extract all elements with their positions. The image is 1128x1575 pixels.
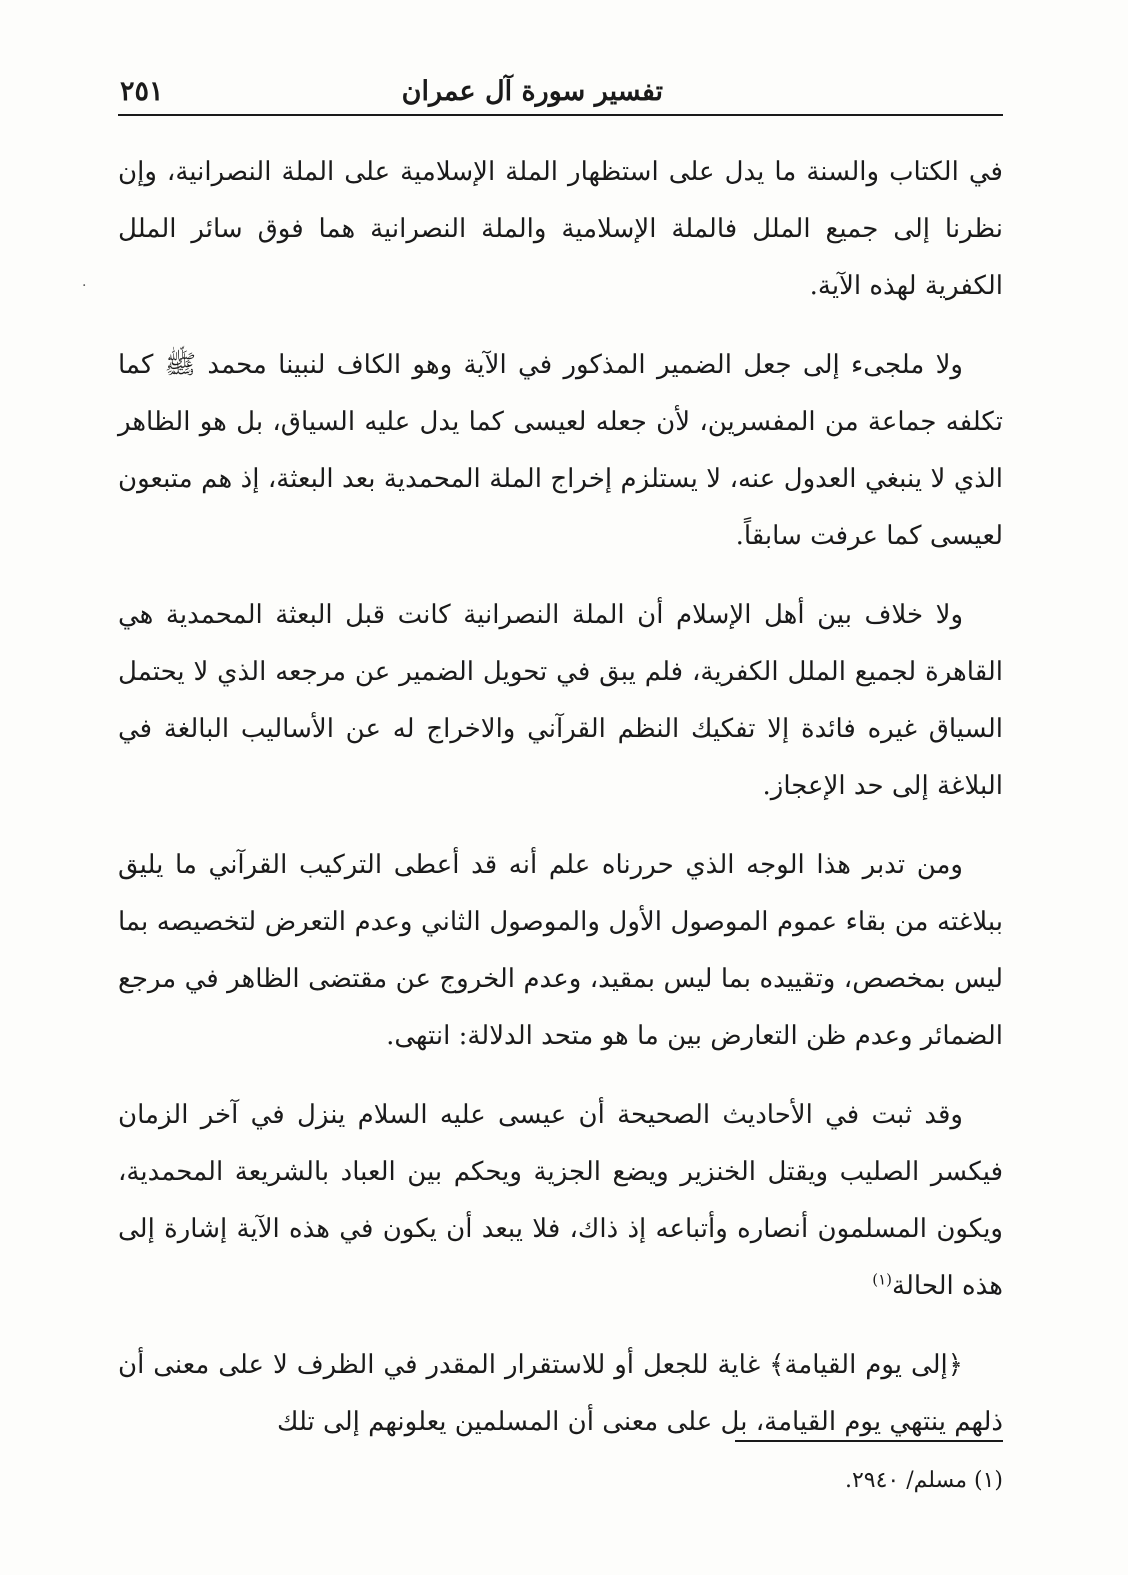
paragraph-3: ولا خلاف بين أهل الإسلام أن الملة النصرانية كانت قبل البعثة المحمدية هي القاهرة لجميع الملل الكفرية، فلم يبق في تحويل الضمير عن مرجعه الذي لا يحتمل السياق غيره فائدة إلا تفكيك النظم القرآني والاخراج له عن الأساليب البالغة في البلاغة إلى حد الإعجاز.	[118, 600, 1003, 801]
footnote-reference[interactable]: (١)	[872, 1270, 893, 1289]
quran-phrase: ﴿إلى يوم القيامة﴾	[769, 1350, 964, 1380]
paragraph-4: ومن تدبر هذا الوجه الذي حررناه علم أنه قد أعطى التركيب القرآني ما يليق ببلاغته من بقاء عموم الموصول الأول والموصول الثاني وعدم التعرض لتخصيصه بما ليس بمخصص، وتقييده بما ليس بمقيد، وعدم الخروج عن مقتضى الظاهر في مرجع الضمائر وعدم ظن التعارض بين ما هو متحد الدلالة: انتهى.	[118, 850, 1003, 1051]
paragraph-5-text: وقد ثبت في الأحاديث الصحيحة أن عيسى عليه السلام ينزل في آخر الزمان فيكسر الصليب ويقتل الخنزير ويضع الجزية ويحكم بين العباد بالشريعة المحمدية، ويكون المسلمون أنصاره وأتباعه إذ ذاك، فلا يبعد أن يكون في هذه الآية إشارة إلى هذه الحالة	[118, 1100, 1003, 1301]
paragraph-6	[118, 1337, 1003, 1451]
paragraph-5	[118, 1087, 1003, 1315]
running-header	[118, 62, 1003, 116]
footnote: (١) مسلم/ ٢٩٤٠.	[844, 1468, 1003, 1493]
body-text	[118, 144, 1003, 1451]
paragraph-1: في الكتاب والسنة ما يدل على استظهار الملة الإسلامية على الملة النصرانية، وإن نظرنا إلى جميع الملل فالملة الإسلامية والملة النصرانية هما فوق سائر الملل الكفرية لهذه الآية.	[118, 157, 1003, 301]
page-number: ٢٥١	[120, 76, 164, 107]
paragraph-2: ولا ملجىء إلى جعل الضمير المذكور في الآية وهو الكاف لنبينا محمد ﷺ كما تكلفه جماعة من المفسرين، لأن جعله لعيسى كما يدل عليه السياق، بل هو الظاهر الذي لا ينبغي العدول عنه، لا يستلزم إخراج الملة المحمدية بعد البعثة، إذ هم متبعون لعيسى كما عرفت سابقاً.	[118, 350, 1003, 551]
margin-dot: ·	[82, 278, 87, 294]
book-page	[118, 62, 1003, 1542]
running-title: تفسير سورة آل عمران	[401, 76, 663, 107]
paragraph-6-text: غاية للجعل أو للاستقرار المقدر في الظرف لا على معنى أن ذلهم ينتهي يوم القيامة، بل على معنى أن المسلمين يعلونهم إلى تلك	[118, 1350, 1003, 1437]
footnote-divider	[735, 1440, 1003, 1442]
